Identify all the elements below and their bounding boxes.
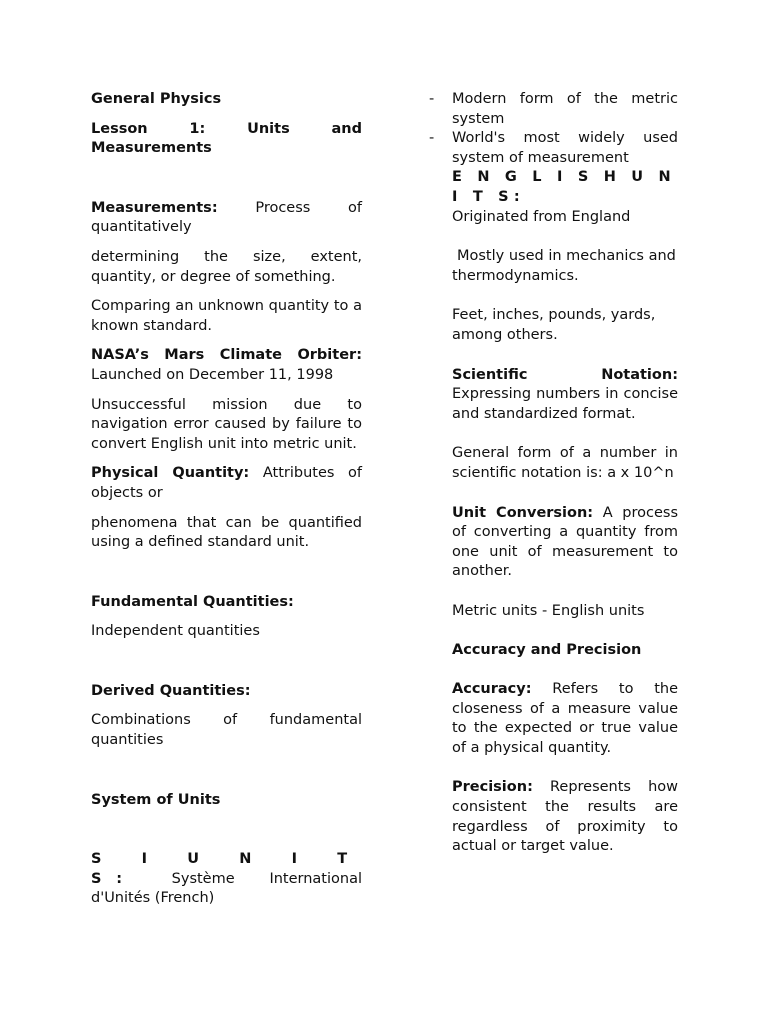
lesson-title: Lesson 1: Units and Measurements — [91, 120, 362, 157]
bullet-dash: - — [429, 130, 435, 147]
system-of-units-heading: System of Units — [91, 791, 221, 808]
right-column — [429, 90, 678, 857]
bullet-item-metric — [429, 90, 678, 129]
english-units-term: E N G L I S H U N I T S: — [452, 169, 676, 205]
bullet-text: World's most widely used system of measurement — [452, 130, 678, 166]
precision-term: Precision: — [452, 779, 533, 796]
si-units-term: S I U N I T S: — [91, 851, 362, 887]
physical-quantity-paragraph — [91, 464, 362, 503]
accuracy-precision-heading: Accuracy and Precision — [452, 642, 642, 659]
fundamental-quantities-definition: Independent quantities — [91, 623, 260, 640]
bullet-item-world — [429, 129, 678, 168]
scientific-notation-form: General form of a number in scientific notation is: a x 10^n — [452, 445, 678, 481]
precision-paragraph — [452, 778, 678, 856]
accuracy-definition: Refers to the closeness of a measure value to the expected or true value of a physical quantity. — [452, 681, 678, 756]
accuracy-term: Accuracy: — [452, 681, 532, 698]
scientific-notation-definition: Expressing numbers in concise and standardized format. — [452, 386, 678, 422]
si-units-paragraph — [91, 850, 362, 909]
derived-quantities-definition: Combinations of fundamental quantities — [91, 712, 362, 749]
physical-quantity-definition-cont: phenomena that can be quantified using a defined standard unit. — [91, 514, 362, 551]
derived-quantities-term: Derived Quantities: — [91, 682, 251, 699]
unit-conversion-example: Metric units - English units — [452, 602, 645, 619]
course-title: General Physics — [91, 91, 222, 107]
english-units-origin: Originated from England — [452, 208, 631, 225]
physical-quantity-term: Physical Quantity: — [91, 465, 250, 482]
physical-quantity-definition: Attributes of objects or — [91, 465, 362, 501]
unit-conversion-paragraph — [452, 504, 678, 582]
scientific-notation-paragraph — [452, 366, 678, 425]
nasa-failure-text: Unsuccessful mission due to navigation error caused by failure to convert English unit into metric unit. — [91, 396, 362, 452]
nasa-launch-date: Launched on December 11, 1998 — [91, 366, 334, 383]
unit-conversion-term: Unit Conversion: — [452, 504, 594, 521]
bullet-text: Modern form of the metric system — [452, 91, 678, 127]
measurements-term: Measurements: — [91, 199, 218, 216]
english-units-usage: Mostly used in mechanics and — [457, 248, 676, 265]
measurements-paragraph — [91, 199, 362, 238]
measurements-definition-cont: determining the size, extent, quantity, or degree of something. — [91, 248, 362, 285]
english-units-usage-cont: thermodynamics. — [452, 267, 579, 284]
unit-conversion-definition: A process of converting a quantity from one unit of measurement to another. — [452, 504, 678, 580]
measurements-definition: Process of quantitatively — [91, 199, 363, 236]
measurements-comparison: Comparing an unknown quantity to a known standard. — [91, 298, 362, 334]
scientific-notation-term: Scientific Notation: — [452, 366, 678, 383]
nasa-term: NASA’s Mars Climate Orbiter: — [91, 347, 362, 364]
english-units-examples: Feet, inches, pounds, yards, among others. — [452, 307, 656, 343]
accuracy-paragraph — [452, 680, 678, 758]
nasa-paragraph — [91, 346, 362, 385]
left-column — [91, 90, 362, 909]
fundamental-quantities-term: Fundamental Quantities: — [91, 593, 294, 610]
si-units-definition: Système International d'Unités (French) — [91, 870, 362, 907]
bullet-dash: - — [429, 91, 435, 107]
precision-definition: Represents how consistent the results are regardless of proximity to actual or target value. — [452, 779, 678, 855]
